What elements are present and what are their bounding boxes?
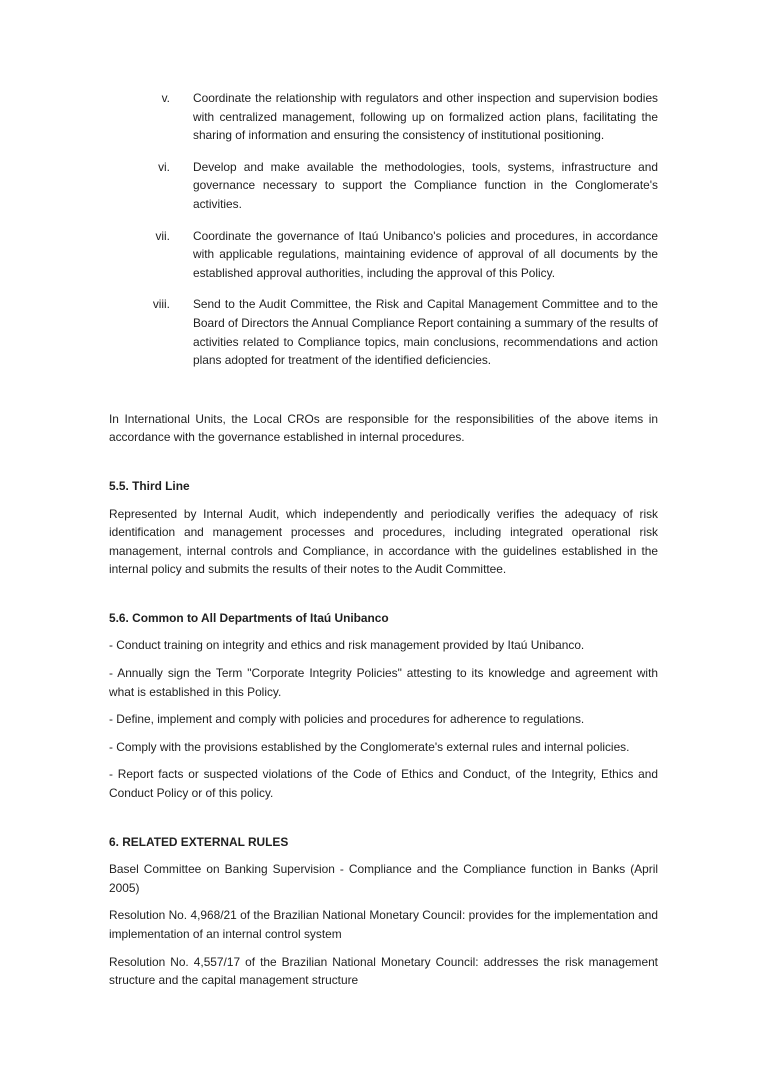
bullet-report-facts: - Report facts or suspected violations of the Code of Ethics and Conduct, of the Integrity, Ethics and Conduct Policy or of this policy. <box>109 767 658 801</box>
section-heading-6: 6. RELATED EXTERNAL RULES <box>109 834 289 849</box>
section-heading-5-6: 5.6. Common to All Departments of Itaú Unibanco <box>109 610 389 625</box>
list-item-text: Send to the Audit Committee, the Risk and Capital Management Committee and to the Board of Directors the Annual Compliance Report containing a summary of the results of activities related to Compliance topics, main conclusions, recommendations and action plans adopted for treatment of the identified deficiencies. <box>193 297 658 368</box>
section-5-5-body: Represented by Internal Audit, which independently and periodically verifies the adequacy of risk identification and management processes and procedures, including integrated operational risk management, internal controls and Compliance, in accordance with the guidelines established in the internal policy and submits the results of their notes to the Audit Committee. <box>109 506 658 577</box>
list-item-text: Coordinate the governance of Itaú Unibanco's policies and procedures, in accordance with applicable regulations, maintaining evidence of approval of all documents by the established approval authorities, including the approval of this Policy. <box>193 228 658 280</box>
paragraph-basel-committee: Basel Committee on Banking Supervision - Compliance and the Compliance function in Banks (April 2005) <box>109 862 658 895</box>
list-item-marker: viii. <box>152 297 170 312</box>
bullet-define-implement: - Define, implement and comply with policies and procedures for adherence to regulations. <box>109 712 585 727</box>
bullet-conduct-training: - Conduct training on integrity and ethics and risk management provided by Itaú Unibanco. <box>109 638 585 653</box>
section-heading-5-5: 5.5. Third Line <box>109 478 190 493</box>
paragraph-resolution-4557: Resolution No. 4,557/17 of the Brazilian National Monetary Council: addresses the risk management structure and the capital management structure <box>109 954 658 988</box>
page-content <box>109 89 658 990</box>
list-item-vii <box>109 227 658 283</box>
list-item-text: Develop and make available the methodologies, tools, systems, infrastructure and governance necessary to support the Compliance function in the Conglomerate's activities. <box>193 159 658 211</box>
list-item-text: Coordinate the relationship with regulators and other inspection and supervision bodies with centralized management, following up on formalized action plans, facilitating the sharing of information and ensuring the consistency of institutional positioning. <box>193 91 658 143</box>
list-item-v <box>109 89 658 145</box>
list-item-marker: v. <box>161 91 170 105</box>
list-item-viii <box>109 295 658 369</box>
list-item-vi <box>109 158 658 214</box>
list-item-marker: vi. <box>158 159 170 174</box>
responsibilities-list <box>109 89 658 370</box>
bullet-annually-sign: - Annually sign the Term "Corporate Integrity Policies" attesting to its knowledge and agreement with what is established in this Policy. <box>109 666 658 699</box>
bullet-comply-provisions: - Comply with the provisions established by the Conglomerate's external rules and internal policies. <box>109 739 630 754</box>
paragraph-international-units: In International Units, the Local CROs are responsible for the responsibilities of the above items in accordance with the governance established in internal procedures. <box>109 411 658 445</box>
list-item-marker: vii. <box>155 228 170 243</box>
paragraph-resolution-4968: Resolution No. 4,968/21 of the Brazilian National Monetary Council: provides for the implementation and implementation of an internal control system <box>109 908 658 941</box>
